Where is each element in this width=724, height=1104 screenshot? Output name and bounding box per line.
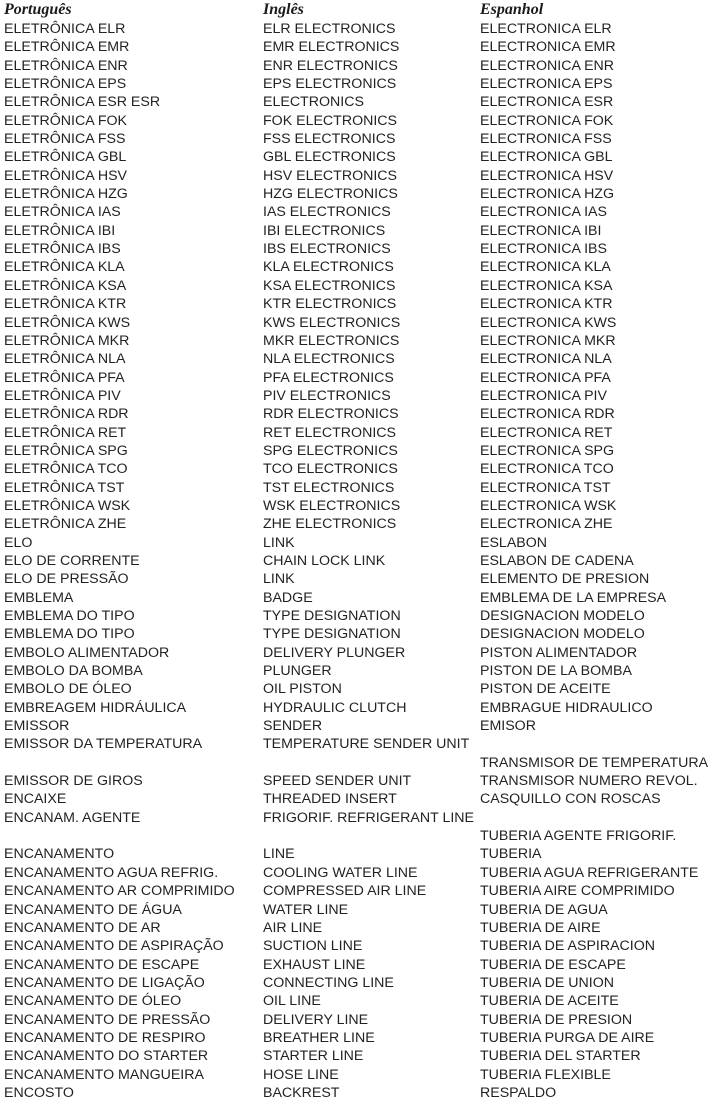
glossary-row (0, 662, 724, 680)
term-spanish: PISTON ALIMENTADOR (480, 644, 638, 661)
term-spanish: ELEMENTO DE PRESION (480, 571, 650, 588)
term-english: ZHE ELECTRONICS (263, 516, 397, 533)
term-english: SUCTION LINE (263, 938, 363, 955)
term-english: BACKREST (263, 1084, 340, 1101)
term-spanish: ELECTRONICA KLA (480, 259, 611, 276)
term-portuguese: ELETRÔNICA ZHE (4, 516, 127, 533)
glossary-row (0, 515, 724, 533)
term-english: TST ELECTRONICS (263, 479, 395, 496)
term-portuguese: ELETRÔNICA EMR (4, 39, 130, 56)
term-portuguese: ELETRÔNICA IBS (4, 241, 121, 258)
term-spanish: ELECTRONICA HSV (480, 167, 614, 184)
term-portuguese: ELETRÔNICA GBL (4, 149, 127, 166)
glossary-row (0, 167, 724, 185)
glossary-row (0, 680, 724, 698)
term-english: SPEED SENDER UNIT (263, 773, 412, 790)
glossary-row (0, 38, 724, 56)
glossary-row (0, 442, 724, 460)
term-spanish: ELECTRONICA FSS (480, 131, 612, 148)
term-english: PIV ELECTRONICS (263, 387, 391, 404)
term-english: DELIVERY LINE (263, 1011, 369, 1028)
glossary-row (0, 57, 724, 75)
term-english: AIR LINE (263, 919, 323, 936)
term-english: THREADED INSERT (263, 791, 397, 808)
term-spanish: TUBERIA FLEXIBLE (480, 1066, 611, 1083)
glossary-row (0, 534, 724, 552)
term-portuguese: ELETRÔNICA IBI (4, 222, 116, 239)
term-english: ENR ELECTRONICS (263, 57, 398, 74)
glossary-row (0, 772, 724, 790)
term-spanish: TUBERIA AGUA REFRIGERANTE (480, 864, 699, 881)
term-portuguese: ELETRÔNICA ESR ESR (4, 94, 161, 111)
term-english: SENDER (263, 718, 323, 735)
glossary-row (0, 387, 724, 405)
glossary-row (0, 112, 724, 130)
term-portuguese: ENCANAMENTO DE ÓLEO (4, 993, 182, 1010)
glossary-row (0, 222, 724, 240)
term-portuguese: ENCANAMENTO DE ÁGUA (4, 901, 182, 918)
glossary-row (0, 607, 724, 625)
term-spanish: ELECTRONICA TCO (480, 461, 614, 478)
term-english: KTR ELECTRONICS (263, 296, 397, 313)
term-portuguese: ENCAIXE (4, 791, 67, 808)
glossary-row (0, 1029, 724, 1047)
glossary-row (0, 497, 724, 515)
term-spanish: ELECTRONICA EPS (480, 76, 613, 93)
glossary-row (0, 258, 724, 276)
term-portuguese: ELETRÔNICA WSK (4, 497, 131, 514)
term-portuguese: ELETRÔNICA ELR (4, 21, 126, 37)
term-portuguese: ELETRÔNICA TST (4, 479, 125, 496)
term-portuguese: ENCANAMENTO (4, 846, 115, 863)
term-english: ELECTRONICS (263, 94, 364, 111)
glossary-row (0, 20, 724, 38)
glossary-row (0, 1066, 724, 1084)
term-portuguese: ELO DE CORRENTE (4, 552, 140, 569)
term-spanish: ESLABON DE CADENA (480, 552, 634, 569)
term-english: LINK (263, 534, 295, 551)
glossary-row (0, 203, 724, 221)
glossary-row (0, 1047, 724, 1065)
term-portuguese: ENCANAMENTO DE ESCAPE (4, 956, 200, 973)
term-english: TCO ELECTRONICS (263, 461, 398, 478)
term-spanish: TUBERIA DE ASPIRACION (480, 938, 656, 955)
term-spanish: PISTON DE LA BOMBA (480, 663, 632, 680)
term-spanish: DESIGNACION MODELO (480, 626, 645, 643)
glossary-row (0, 644, 724, 662)
term-spanish: TUBERIA DE ESCAPE (480, 956, 626, 973)
term-portuguese: ENCOSTO (4, 1084, 74, 1101)
term-portuguese: ELETRÔNICA TCO (4, 461, 128, 478)
term-spanish: ELECTRONICA ESR (480, 94, 614, 111)
term-spanish: ELECTRONICA PFA (480, 369, 611, 386)
term-english: EPS ELECTRONICS (263, 76, 397, 93)
term-portuguese: ELO DE PRESSÃO (4, 571, 129, 588)
term-portuguese: ENCANAMENTO MANGUEIRA (4, 1066, 204, 1083)
term-portuguese: ELETRÔNICA KTR (4, 296, 127, 313)
glossary-row (0, 332, 724, 350)
term-english: EMR ELECTRONICS (263, 39, 400, 56)
term-spanish: ELECTRONICA ELR (480, 21, 612, 37)
glossary-row (0, 625, 724, 643)
term-spanish: DESIGNACION MODELO (480, 608, 645, 624)
term-portuguese: ENCANAMENTO AGUA REFRIG. (4, 864, 219, 881)
term-portuguese: ENCANAMENTO DE AR (4, 919, 161, 936)
term-english: LINK (263, 571, 295, 588)
term-portuguese: ELETRÔNICA KWS (4, 314, 131, 331)
term-english: HZG ELECTRONICS (263, 186, 398, 203)
term-spanish: TUBERIA PURGA DE AIRE (480, 1029, 655, 1046)
term-spanish: TUBERIA DE PRESION (480, 1011, 633, 1028)
glossary-row (0, 130, 724, 148)
term-english: KLA ELECTRONICS (263, 259, 394, 276)
term-english: FSS ELECTRONICS (263, 131, 396, 148)
term-portuguese: EMBLEMA DO TIPO (4, 608, 135, 624)
term-spanish: ELECTRONICA RDR (480, 406, 615, 423)
glossary-row (0, 1011, 724, 1029)
glossary-row (0, 240, 724, 258)
term-spanish: ELECTRONICA ENR (480, 57, 615, 74)
term-spanish: ELECTRONICA KSA (480, 277, 613, 294)
glossary-row (0, 974, 724, 992)
glossary-row (0, 937, 724, 955)
glossary-row (0, 589, 724, 607)
term-english: CONNECTING LINE (263, 974, 394, 991)
term-spanish: ELECTRONICA SPG (480, 442, 615, 459)
term-spanish: TRANSMISOR DE TEMPERATURA (480, 754, 709, 771)
term-spanish: ELECTRONICA FOK (480, 112, 614, 129)
term-portuguese: EMBOLO ALIMENTADOR (4, 644, 170, 661)
term-english: TYPE DESIGNATION (263, 608, 401, 624)
glossary-row (0, 405, 724, 423)
glossary-row (0, 956, 724, 974)
term-english: STARTER LINE (263, 1048, 364, 1065)
glossary-row (0, 809, 724, 846)
term-portuguese: ELETRÔNICA HSV (4, 167, 127, 184)
term-spanish: ELECTRONICA PIV (480, 387, 607, 404)
glossary-row (0, 460, 724, 478)
term-portuguese: EMBLEMA DO TIPO (4, 626, 135, 643)
glossary-row (0, 314, 724, 332)
term-english: BADGE (263, 589, 313, 606)
term-english: OIL LINE (263, 993, 321, 1010)
term-english: KWS ELECTRONICS (263, 314, 401, 331)
term-spanish: ELECTRONICA MKR (480, 332, 616, 349)
term-portuguese: ENCANAMENTO DO STARTER (4, 1048, 209, 1065)
glossary-row (0, 479, 724, 497)
term-english: ELR ELECTRONICS (263, 21, 396, 37)
glossary-row (0, 570, 724, 588)
term-english: MKR ELECTRONICS (263, 332, 400, 349)
term-portuguese: ELETRÔNICA PFA (4, 369, 125, 386)
term-english: COMPRESSED AIR LINE (263, 883, 427, 900)
term-spanish: ELECTRONICA EMR (480, 39, 616, 56)
glossary-row (0, 148, 724, 166)
term-portuguese: ELETRÔNICA KSA (4, 277, 127, 294)
term-spanish: PISTON DE ACEITE (480, 681, 611, 698)
term-spanish: ELECTRONICA NLA (480, 351, 612, 368)
glossary-row (0, 717, 724, 735)
term-english: WATER LINE (263, 901, 349, 918)
term-portuguese: EMISSOR DA TEMPERATURA (4, 736, 203, 753)
term-spanish: ELECTRONICA IBI (480, 222, 602, 239)
term-portuguese: ENCANAM. AGENTE (4, 809, 141, 826)
term-portuguese: ELETRÔNICA PIV (4, 387, 121, 404)
glossary-row (0, 845, 724, 863)
term-spanish: ELECTRONICA IAS (480, 204, 607, 221)
term-spanish: ELECTRONICA ZHE (480, 516, 613, 533)
glossary-row (0, 882, 724, 900)
term-english: HOSE LINE (263, 1066, 339, 1083)
term-spanish: ELECTRONICA IBS (480, 241, 607, 258)
term-portuguese: EMISSOR DE GIROS (4, 773, 143, 790)
term-portuguese: ELETRÔNICA RET (4, 424, 127, 441)
glossary-row (0, 369, 724, 387)
term-portuguese: ELETRÔNICA KLA (4, 259, 125, 276)
term-portuguese: ENCANAMENTO DE RESPIRO (4, 1029, 206, 1046)
glossary-row (0, 295, 724, 313)
term-spanish: EMISOR (480, 718, 536, 735)
term-spanish: TUBERIA DE AGUA (480, 901, 608, 918)
term-english: PFA ELECTRONICS (263, 369, 394, 386)
term-english: IBS ELECTRONICS (263, 241, 391, 258)
glossary-row (0, 992, 724, 1010)
glossary-row (0, 93, 724, 111)
term-portuguese: EMISSOR (4, 718, 70, 735)
term-portuguese: ENCANAMENTO AR COMPRIMIDO (4, 883, 235, 900)
term-portuguese: EMBREAGEM HIDRÁULICA (4, 699, 187, 716)
glossary-rows (0, 20, 724, 1102)
term-portuguese: ENCANAMENTO DE LIGAÇÃO (4, 974, 205, 991)
glossary-row (0, 790, 724, 808)
term-spanish: TRANSMISOR NUMERO REVOL. (480, 773, 698, 790)
term-spanish: TUBERIA AGENTE FRIGORIF. (480, 828, 677, 845)
glossary-row (0, 735, 724, 772)
term-spanish: ELECTRONICA TST (480, 479, 611, 496)
term-english: NLA ELECTRONICS (263, 351, 395, 368)
term-english: TEMPERATURE SENDER UNIT (263, 736, 470, 753)
term-english: EXHAUST LINE (263, 956, 366, 973)
term-portuguese: ELETRÔNICA EPS (4, 76, 127, 93)
term-english: COOLING WATER LINE (263, 864, 418, 881)
term-portuguese: ELETRÔNICA MKR (4, 332, 130, 349)
header-spanish: Espanhol (480, 1, 544, 18)
term-spanish: ELECTRONICA RET (480, 424, 613, 441)
term-english: GBL ELECTRONICS (263, 149, 396, 166)
term-spanish: TUBERIA DEL STARTER (480, 1048, 641, 1065)
term-spanish: TUBERIA AIRE COMPRIMIDO (480, 883, 675, 900)
term-spanish: ELECTRONICA KTR (480, 296, 613, 313)
term-spanish: TUBERIA DE UNION (480, 974, 615, 991)
term-spanish: ESLABON (480, 534, 548, 551)
term-portuguese: EMBLEMA (4, 589, 74, 606)
term-english: TYPE DESIGNATION (263, 626, 401, 643)
term-portuguese: ELETRÔNICA FSS (4, 131, 126, 148)
term-english: IBI ELECTRONICS (263, 222, 386, 239)
term-portuguese: ELETRÔNICA NLA (4, 351, 126, 368)
glossary-row (0, 1084, 724, 1102)
glossary-row (0, 185, 724, 203)
glossary-row (0, 75, 724, 93)
term-portuguese: ELETRÔNICA HZG (4, 186, 128, 203)
term-portuguese: ENCANAMENTO DE PRESSÃO (4, 1011, 211, 1028)
term-portuguese: EMBOLO DE ÓLEO (4, 681, 132, 698)
term-spanish: ELECTRONICA GBL (480, 149, 613, 166)
term-english: HSV ELECTRONICS (263, 167, 398, 184)
glossary-row (0, 919, 724, 937)
term-english: OIL PISTON (263, 681, 342, 698)
header-english: Inglês (263, 1, 304, 18)
term-spanish: EMBRAGUE HIDRAULICO (480, 699, 653, 716)
term-spanish: EMBLEMA DE LA EMPRESA (480, 589, 667, 606)
term-english: CHAIN LOCK LINK (263, 552, 386, 569)
term-spanish: RESPALDO (480, 1084, 557, 1101)
term-portuguese: EMBOLO DA BOMBA (4, 663, 143, 680)
term-spanish: TUBERIA (480, 846, 542, 863)
term-english: DELIVERY PLUNGER (263, 644, 406, 661)
term-portuguese: ELETRÔNICA ENR (4, 57, 128, 74)
glossary-row (0, 552, 724, 570)
term-english: IAS ELECTRONICS (263, 204, 391, 221)
term-spanish: CASQUILLO CON ROSCAS (480, 791, 661, 808)
term-english: RET ELECTRONICS (263, 424, 396, 441)
term-english: PLUNGER (263, 663, 332, 680)
term-spanish: ELECTRONICA WSK (480, 497, 617, 514)
term-portuguese: ENCANAMENTO DE ASPIRAÇÃO (4, 938, 224, 955)
term-english: WSK ELECTRONICS (263, 497, 401, 514)
term-english: HYDRAULIC CLUTCH (263, 699, 407, 716)
term-english: RDR ELECTRONICS (263, 406, 399, 423)
term-portuguese: ELETRÔNICA SPG (4, 442, 128, 459)
term-english: SPG ELECTRONICS (263, 442, 398, 459)
term-spanish: ELECTRONICA HZG (480, 186, 615, 203)
glossary-row (0, 424, 724, 442)
term-portuguese: ELO (4, 534, 33, 551)
glossary-row (0, 350, 724, 368)
glossary-row (0, 901, 724, 919)
header-portuguese: Português (4, 1, 72, 18)
glossary-row (0, 277, 724, 295)
term-spanish: TUBERIA DE AIRE (480, 919, 601, 936)
term-english: FOK ELECTRONICS (263, 112, 398, 129)
term-portuguese: ELETRÔNICA RDR (4, 406, 129, 423)
term-spanish: TUBERIA DE ACEITE (480, 993, 619, 1010)
term-portuguese: ELETRÔNICA IAS (4, 204, 121, 221)
term-spanish: ELECTRONICA KWS (480, 314, 617, 331)
term-english: LINE (263, 846, 295, 863)
glossary-row (0, 699, 724, 717)
term-english: KSA ELECTRONICS (263, 277, 396, 294)
column-headers (0, 0, 724, 20)
term-english: FRIGORIF. REFRIGERANT LINE (263, 809, 474, 826)
term-portuguese: ELETRÔNICA FOK (4, 112, 127, 129)
term-english: BREATHER LINE (263, 1029, 375, 1046)
glossary-row (0, 864, 724, 882)
